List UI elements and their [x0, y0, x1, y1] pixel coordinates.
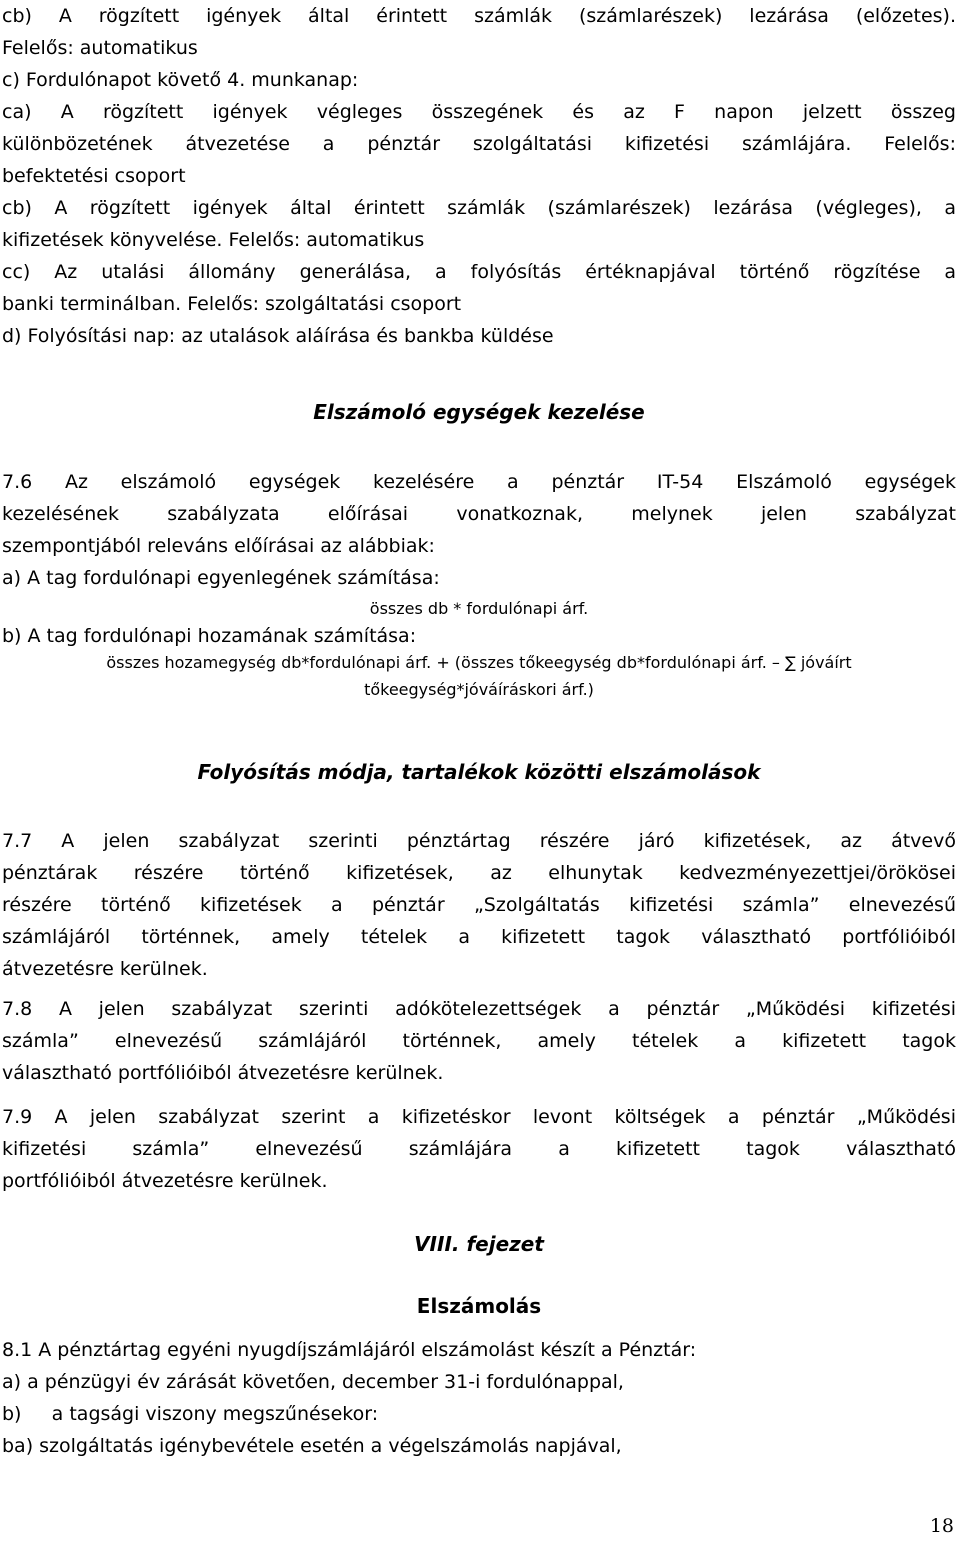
text-line: ca) A rögzített igények végleges összegének és az F napon jelzett összeg — [2, 101, 956, 123]
text-line: 7.7 A jelen szabályzat szerinti pénztártag részére járó kifizetések, az átvevő — [2, 830, 956, 852]
text-line: a) a pénzügyi év zárását követően, december 31-i fordulónappal, — [2, 1371, 624, 1393]
text-line: kezelésének szabályzata előírásai vonatkoznak, melynek jelen szabályzat — [2, 503, 956, 525]
text-line: befektetési csoport — [2, 165, 186, 187]
section-7-8 — [2, 993, 956, 1089]
text-line: portfólióiból átvezetésre kerülnek. — [2, 1170, 328, 1192]
formula-yield-2: tőkeegység*jóváíráskori árf.) — [364, 680, 594, 699]
chapter-heading: VIII. fejezet — [414, 1232, 544, 1256]
formula-yield-1: összes hozamegység db*fordulónapi árf. + (összes tőkeegység db*fordulónapi árf. – ∑ jóváírt — [106, 653, 852, 672]
text-line: kifizetési számla” elnevezésű számlájára a kifizetett tagok választható — [2, 1138, 956, 1160]
text-line: 8.1 A pénztártag egyéni nyugdíjszámlájáról elszámolást készít a Pénztár: — [2, 1339, 697, 1361]
formula-balance: összes db * fordulónapi árf. — [369, 599, 589, 618]
text-line: b) A tag fordulónapi hozamának számítása: — [2, 625, 417, 647]
text-line: számla” elnevezésű számlájáról történnek, amely tételek a kifizetett tagok — [2, 1030, 956, 1052]
text-line: cc) Az utalási állomány generálása, a folyósítás értéknapjával történő rögzítése a — [2, 261, 956, 283]
chapter-title: Elszámolás — [416, 1294, 542, 1318]
text-line: átvezetésre kerülnek. — [2, 958, 208, 980]
section-heading: Elszámoló egységek kezelése — [313, 400, 645, 424]
text-line: 7.8 A jelen szabályzat szerinti adókötelezettségek a pénztár „Működési kifizetési — [2, 998, 956, 1020]
text-line: ba) szolgáltatás igénybevétele esetén a végelszámolás napjával, — [2, 1435, 622, 1457]
section-8-1 — [2, 1334, 956, 1462]
text-line: pénztárak részére történő kifizetések, az elhunytak kedvezményezettjei/örökösei — [2, 862, 956, 884]
section-heading: Folyósítás módja, tartalékok közötti elszámolások — [197, 760, 761, 784]
text-line: különbözetének átvezetése a pénztár szolgáltatási kifizetési számlájára. Felelős: — [2, 133, 956, 155]
text-line: számlájáról történnek, amely tételek a kifizetett tagok választható portfólióiból — [2, 926, 956, 948]
text-line: választható portfólióiból átvezetésre kerülnek. — [2, 1062, 444, 1084]
text-line: b) a tagsági viszony megszűnésekor: — [2, 1403, 379, 1425]
page-number: 18 — [929, 1515, 954, 1537]
text-line: c) Fordulónapot követő 4. munkanap: — [2, 69, 359, 91]
section-7-6-b — [2, 620, 956, 652]
text-line: 7.9 A jelen szabályzat szerint a kifizetéskor levont költségek a pénztár „Működési — [2, 1106, 956, 1128]
section-7-9 — [2, 1101, 956, 1197]
intro-block — [2, 0, 956, 352]
text-line: cb) A rögzített igények által érintett számlák (számlarészek) lezárása (előzetes). — [2, 5, 956, 27]
text-line: d) Folyósítási nap: az utalások aláírása és bankba küldése — [2, 325, 554, 347]
text-line: 7.6 Az elszámoló egységek kezelésére a pénztár IT-54 Elszámoló egységek — [2, 471, 956, 493]
section-7-6 — [2, 466, 956, 594]
text-line: kifizetések könyvelése. Felelős: automatikus — [2, 229, 425, 251]
text-line: szempontjából releváns előírásai az alábbiak: — [2, 535, 435, 557]
text-line: részére történő kifizetések a pénztár „Szolgáltatás kifizetési számla” elnevezésű — [2, 894, 956, 916]
text-line: a) A tag fordulónapi egyenlegének számítása: — [2, 567, 440, 589]
text-line: cb) A rögzített igények által érintett számlák (számlarészek) lezárása (végleges), a — [2, 197, 956, 219]
text-line: Felelős: automatikus — [2, 37, 198, 59]
text-line: banki terminálban. Felelős: szolgáltatási csoport — [2, 293, 462, 315]
section-7-7 — [2, 825, 956, 985]
